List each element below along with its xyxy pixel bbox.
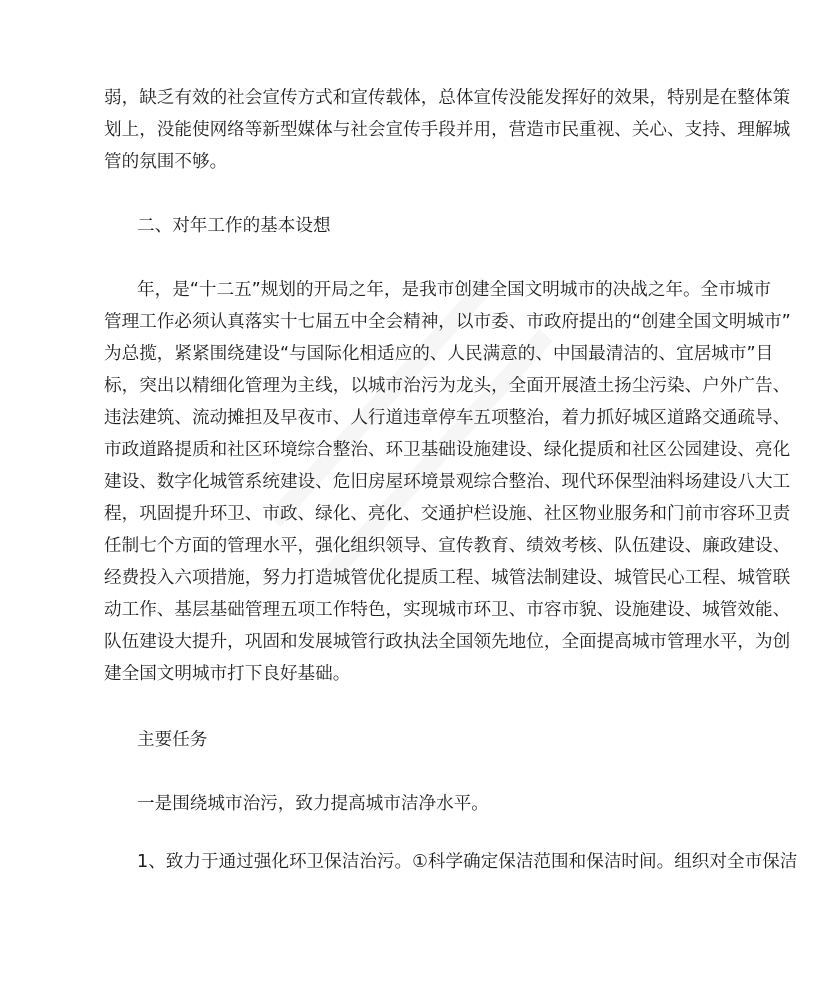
paragraph-line: 经费投入六项措施，努力打造城管优化提质工程、城管法制建设、城管民心工程、城管联 [104, 568, 791, 588]
task-heading: 一是围绕城市治污，致力提高城市洁净水平。 [137, 794, 489, 814]
paragraph-line: 违法建筑、流动摊担及早夜市、人行道违章停车五项整治，着力抓好城区道路交通疏导、 [104, 408, 791, 428]
task-item: 1、致力于通过强化环卫保洁治污。①科学确定保洁范围和保洁时间。组织对全市保洁 [137, 852, 798, 872]
paragraph-line: 队伍建设大提升，巩固和发展城管行政执法全国领先地位，全面提高城市管理水平，为创 [104, 632, 791, 652]
paragraph-line: 年，是“十二五”规划的开局之年，是我市创建全国文明城市的决战之年。全市城市 [137, 280, 772, 300]
paragraph-line: 管的氛围不够。 [104, 152, 228, 172]
paragraph-line: 标，突出以精细化管理为主线，以城市治污为龙头，全面开展渣土扬尘污染、户外广告、 [104, 376, 791, 396]
section-heading: 二、对年工作的基本设想 [137, 216, 331, 236]
paragraph-line: 程，巩固提升环卫、市政、绿化、亮化、交通护栏设施、社区物业服务和门前市容环卫责 [104, 504, 791, 524]
paragraph-line: 建全国文明城市打下良好基础。 [104, 664, 351, 684]
paragraph-line: 为总揽，紧紧围绕建设“与国际化相适应的、人民满意的、中国最清洁的、宜居城市”目 [104, 344, 774, 364]
paragraph-line: 管理工作必须认真落实十七届五中全会精神，以市委、市政府提出的“创建全国文明城市” [104, 312, 791, 332]
paragraph-line: 市政道路提质和社区环境综合整治、环卫基础设施建设、绿化提质和社区公园建设、亮化 [104, 440, 791, 460]
paragraph-line: 划上，没能使网络等新型媒体与社会宣传手段并用，营造市民重视、关心、支持、理解城 [104, 120, 791, 140]
section-heading: 主要任务 [137, 730, 208, 750]
paragraph-line: 动工作、基层基础管理五项工作特色，实现城市环卫、市容市貌、设施建设、城管效能、 [104, 600, 791, 620]
paragraph-line: 弱，缺乏有效的社会宣传方式和宣传载体，总体宣传没能发挥好的效果，特别是在整体策 [104, 88, 791, 108]
paragraph-line: 任制七个方面的管理水平，强化组织领导、宣传教育、绩效考核、队伍建设、廉政建设、 [104, 536, 791, 556]
paragraph-line: 建设、数字化城管系统建设、危旧房屋环境景观综合整治、现代环保型油料场建设八大工 [104, 472, 791, 492]
